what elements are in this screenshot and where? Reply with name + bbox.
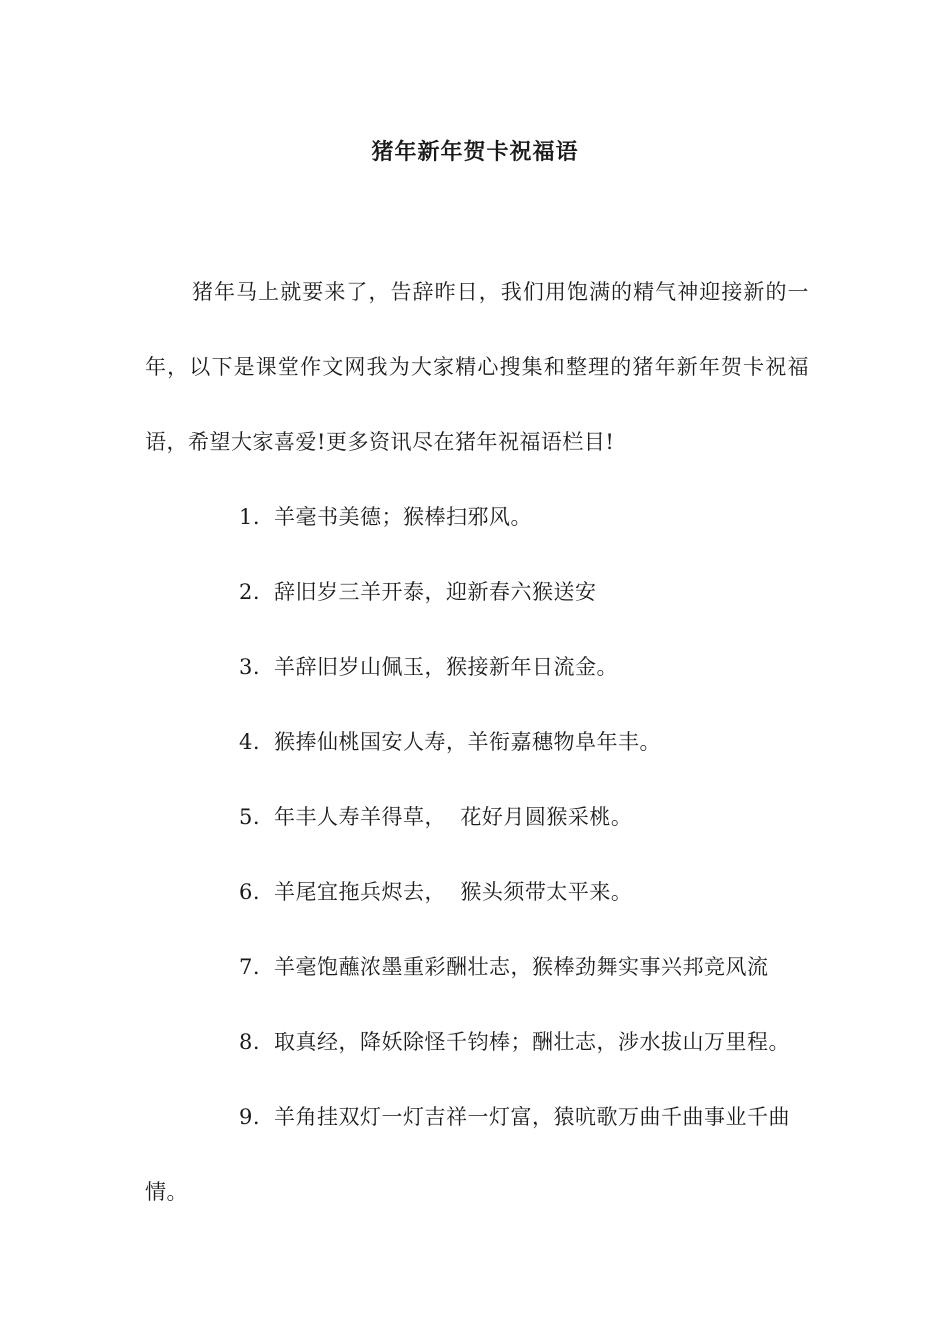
- list-item: [145, 480, 809, 555]
- item-number: 4.: [239, 730, 261, 754]
- list-item: [145, 555, 809, 630]
- list-item: [145, 930, 809, 1005]
- item-number: 2.: [239, 580, 261, 604]
- item-text: 猴捧仙桃国安人寿，羊衔嘉穗物阜年丰。: [274, 730, 662, 754]
- item-text: 年丰人寿羊得草， 花好月圆猴采桃。: [274, 805, 633, 829]
- item-text: 辞旧岁三羊开泰，迎新春六猴送安: [274, 580, 597, 604]
- item-number: 3.: [239, 655, 261, 679]
- item-text: 羊尾宜拖兵烬去， 猴头须带太平来。: [274, 880, 633, 904]
- item-number: 5.: [239, 805, 261, 829]
- list-item: [145, 1080, 809, 1230]
- item-number: 7.: [239, 955, 261, 979]
- list-item: [145, 705, 809, 780]
- item-text: 羊毫饱蘸浓墨重彩酬壮志，猴棒劲舞实事兴邦竞风流: [274, 955, 769, 979]
- document-title: 猪年新年贺卡祝福语: [371, 139, 579, 165]
- list-item: [145, 780, 809, 855]
- item-number: 8.: [239, 1030, 261, 1054]
- intro-paragraph: 猪年马上就要来了，告辞昨日，我们用饱满的精气神迎接新的一年，以下是课堂作文网我为大家精心搜集和整理的猪年新年贺卡祝福语，希望大家喜爱!更多资讯尽在猪年祝福语栏目!: [145, 280, 809, 454]
- item-number: 9.: [239, 1105, 261, 1129]
- greeting-list: [145, 480, 809, 1230]
- item-number: 6.: [239, 880, 261, 904]
- item-text: 羊辞旧岁山佩玉，猴接新年日流金。: [274, 655, 619, 679]
- item-number: 1.: [239, 505, 261, 529]
- list-item: [145, 630, 809, 705]
- item-text: 取真经，降妖除怪千钧棒；酬壮志，涉水拔山万里程。: [274, 1030, 791, 1054]
- list-item: [145, 1005, 809, 1080]
- item-text: 羊毫书美德；猴棒扫邪风。: [274, 505, 533, 529]
- list-item: [145, 855, 809, 930]
- item-text: 羊角挂双灯一灯吉祥一灯富，猿吭歌万曲千曲事业千曲情。: [145, 1105, 791, 1204]
